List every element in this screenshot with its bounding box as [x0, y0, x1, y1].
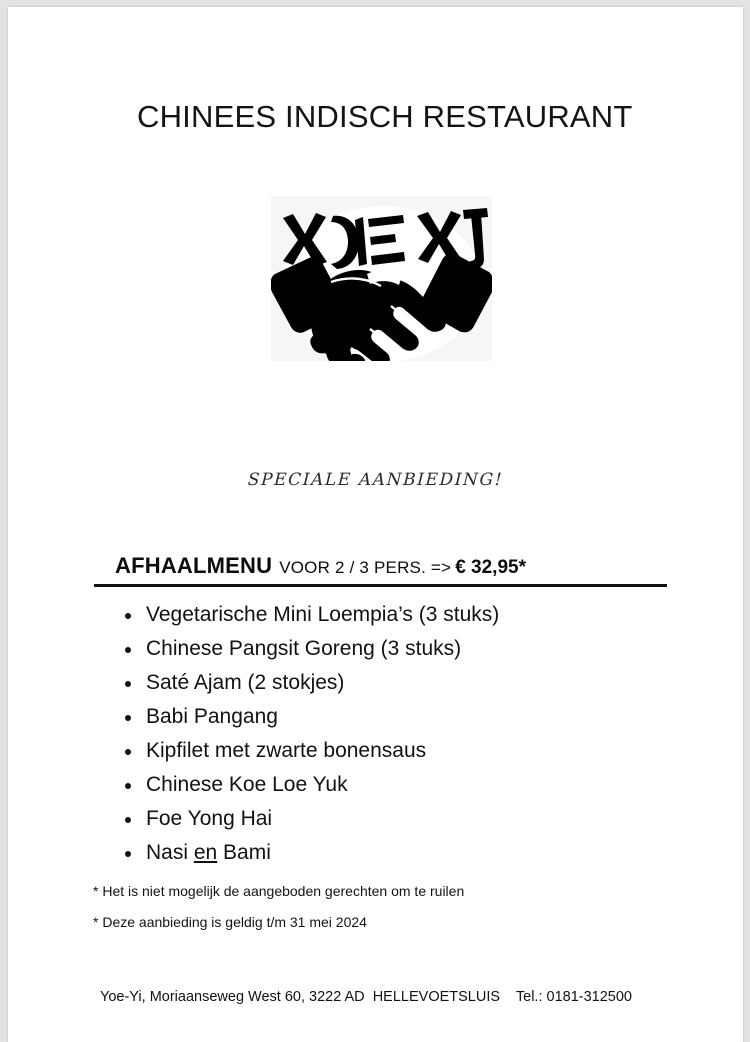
dish-list-item: [120, 632, 680, 666]
menu-divider: [94, 584, 667, 587]
bullet-icon: [125, 613, 131, 619]
dish-name: Babi Pangang: [146, 705, 278, 728]
page-title: CHINEES INDISCH RESTAURANT: [137, 99, 633, 134]
menu-heading: [115, 553, 526, 579]
menu-price: € 32,95*: [455, 557, 526, 578]
special-offer-tagline: SPECIALE AANBIEDING!: [247, 470, 504, 490]
dish-name: Foe Yong Hai: [146, 807, 273, 830]
dish-list-item: [120, 734, 680, 768]
dish-list: [120, 598, 680, 870]
dish-list-item: [120, 768, 680, 802]
bullet-icon: [125, 851, 131, 857]
bullet-icon: [125, 783, 131, 789]
bullet-icon: [125, 715, 131, 721]
dish-name: Kipfilet met zwarte bonensaus: [146, 739, 427, 762]
address-footer: Yoe-Yi, Moriaanseweg West 60, 3222 AD HELLEVOETSLUIS Tel.: 0181-312500: [100, 989, 632, 1005]
dish-list-item: [120, 598, 680, 632]
dish-list-item: [120, 700, 680, 734]
footnote-list: [93, 879, 673, 941]
bullet-icon: [125, 681, 131, 687]
dish-name: Vegetarische Mini Loempia’s (3 stuks): [146, 603, 500, 626]
footnote: * Het is niet mogelijk de aangeboden gerechten om te ruilen: [93, 883, 465, 899]
dish-list-item: [120, 836, 680, 870]
dish-name: Chinese Koe Loe Yuk: [146, 773, 348, 796]
dish-list-item: [120, 666, 680, 700]
bullet-icon: [125, 647, 131, 653]
dish-name: Nasi en Bami: [146, 841, 271, 864]
bullet-icon: [125, 817, 131, 823]
dish-name: Chinese Pangsit Goreng (3 stuks): [146, 637, 462, 660]
menu-heading-main: AFHAALMENU: [115, 553, 273, 578]
document-page: [8, 7, 743, 1042]
dish-list-item: [120, 802, 680, 836]
restaurant-logo: [271, 196, 492, 361]
footnote: * Deze aanbieding is geldig t/m 31 mei 2024: [93, 914, 367, 930]
menu-heading-sub: VOOR 2 / 3 PERS. =>: [279, 558, 452, 577]
bullet-icon: [125, 749, 131, 755]
dish-name: Saté Ajam (2 stokjes): [146, 671, 345, 694]
